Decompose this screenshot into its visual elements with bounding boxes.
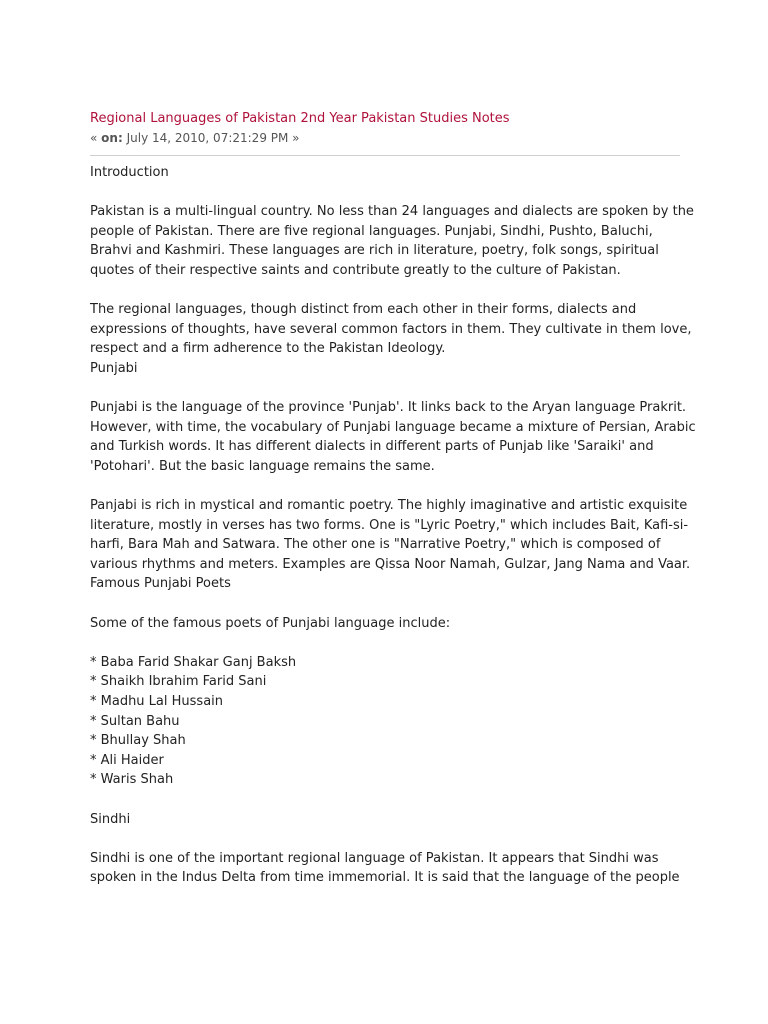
poet-list-item: * Madhu Lal Hussain: [90, 694, 224, 710]
paragraph-line: 'Potohari'. But the basic language remains the same.: [90, 458, 435, 474]
poet-list-item: * Shaikh Ibrahim Farid Sani: [90, 674, 267, 690]
spacer: [90, 633, 682, 653]
paragraph-line: Sindhi is one of the important regional language of Pakistan. It appears that Sindhi was: [90, 850, 659, 866]
poet-list-item: * Bhullay Shah: [90, 733, 186, 749]
paragraph-line: Brahvi and Kashmiri. These languages are rich in literature, poetry, folk songs, spiritual: [90, 243, 659, 259]
punjabi-heading: Punjabi: [90, 360, 138, 376]
post-container: [90, 110, 696, 888]
spacer: [90, 829, 682, 849]
paragraph-line: various rhythms and meters. Examples are Qissa Noor Namah, Gulzar, Jang Nama and Vaar.: [90, 556, 691, 572]
paragraph-line: Panjabi is rich in mystical and romantic poetry. The highly imaginative and artistic exquisite: [90, 498, 688, 514]
spacer: [90, 281, 682, 301]
paragraph-line: and Turkish words. It has different dialects in different parts of Punjab like 'Saraiki' and: [90, 439, 654, 455]
spacer: [90, 379, 682, 399]
sindhi-heading: Sindhi: [90, 811, 131, 827]
paragraph-line: people of Pakistan. There are five regional languages. Punjabi, Sindhi, Pushto, Baluchi,: [90, 223, 653, 239]
post-title-link[interactable]: Regional Languages of Pakistan 2nd Year Pakistan Studies Notes: [90, 111, 510, 126]
poet-list-item: * Ali Haider: [90, 752, 164, 768]
poet-list-item: * Baba Farid Shakar Ganj Baksh: [90, 654, 297, 670]
paragraph-line: However, with time, the vocabulary of Punjabi language became a mixture of Persian, Arabic: [90, 419, 696, 435]
paragraph-line: expressions of thoughts, have several common factors in them. They cultivate in them love,: [90, 321, 692, 337]
paragraph-line: Punjabi is the language of the province 'Punjab'. It links back to the Aryan language Prakrit.: [90, 400, 687, 416]
spacer: [90, 183, 682, 203]
paragraph-line: harfi, Bara Mah and Satwara. The other one is "Narrative Poetry," which is composed of: [90, 537, 661, 553]
paragraph-line: The regional languages, though distinct from each other in their forms, dialects and: [90, 302, 637, 318]
date-value: July 14, 2010, 07:21:29 PM »: [126, 131, 300, 145]
paragraph-line: quotes of their respective saints and contribute greatly to the culture of Pakistan.: [90, 262, 621, 278]
post-body: [90, 163, 696, 888]
spacer: [90, 790, 682, 810]
poets-intro: Some of the famous poets of Punjabi language include:: [90, 615, 451, 631]
spacer: [90, 594, 682, 614]
paragraph-line: spoken in the Indus Delta from time immemorial. It is said that the language of the people: [90, 870, 680, 886]
date-label: on:: [101, 131, 123, 145]
paragraph-line: Pakistan is a multi-lingual country. No less than 24 languages and dialects are spoken by the: [90, 204, 694, 220]
paragraph-line: respect and a firm adherence to the Pakistan Ideology.: [90, 341, 446, 357]
poets-heading: Famous Punjabi Poets: [90, 576, 231, 592]
intro-heading: Introduction: [90, 165, 169, 180]
paragraph-line: literature, mostly in verses has two forms. One is "Lyric Poetry," which includes Bait, Kafi-si-: [90, 517, 689, 533]
post-date: [90, 129, 682, 147]
spacer: [90, 477, 682, 497]
header-divider: [90, 155, 680, 156]
date-prefix: «: [90, 131, 98, 145]
poet-list-item: * Sultan Bahu: [90, 713, 180, 729]
poet-list-item: * Waris Shah: [90, 772, 174, 788]
